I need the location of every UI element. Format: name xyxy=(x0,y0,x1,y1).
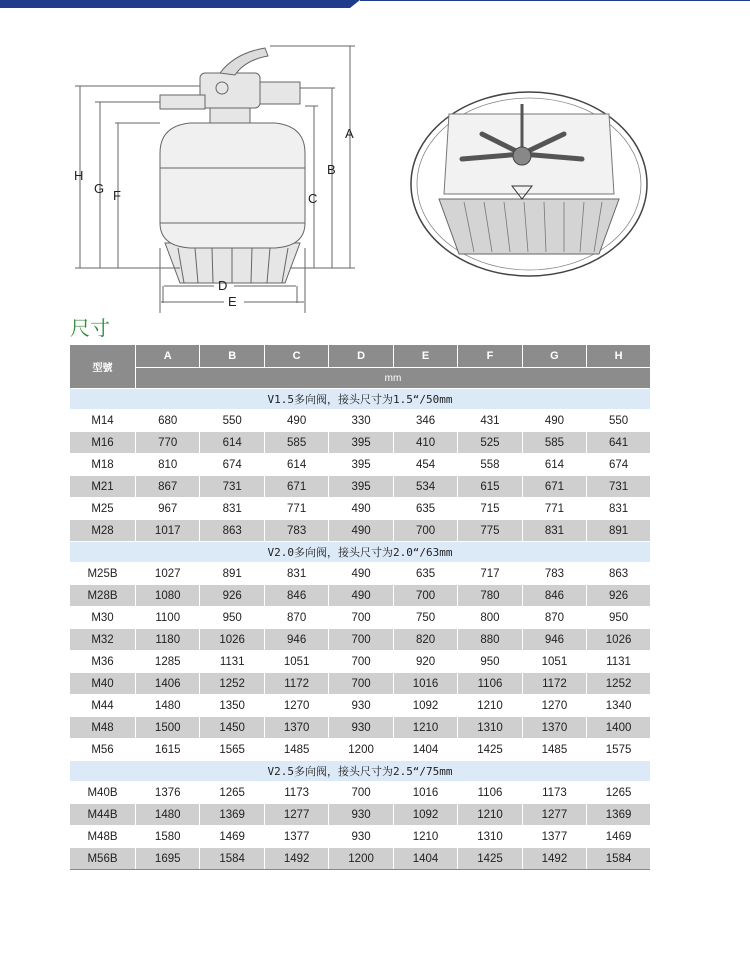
value-cell-c: 783 xyxy=(264,520,328,542)
model-cell: M18 xyxy=(70,454,136,476)
table-row xyxy=(70,695,650,717)
value-cell-a: 1480 xyxy=(136,695,200,717)
value-cell-c: 490 xyxy=(264,410,328,432)
value-cell-e: 454 xyxy=(393,454,457,476)
value-cell-a: 1376 xyxy=(136,782,200,804)
value-cell-d: 700 xyxy=(329,673,393,695)
table-row xyxy=(70,498,650,520)
value-cell-a: 1100 xyxy=(136,607,200,629)
table-row xyxy=(70,717,650,739)
value-cell-b: 950 xyxy=(200,607,264,629)
value-cell-e: 410 xyxy=(393,432,457,454)
column-header-d: D xyxy=(329,345,393,368)
value-cell-b: 1584 xyxy=(200,848,264,870)
unit-label: mm xyxy=(136,368,651,389)
value-cell-a: 1080 xyxy=(136,585,200,607)
value-cell-a: 1027 xyxy=(136,563,200,585)
value-cell-g: 1277 xyxy=(522,804,586,826)
value-cell-h: 674 xyxy=(587,454,650,476)
group-title: V2.0多向阀，接头尺寸为2.0“/63mm xyxy=(70,542,650,563)
table-row xyxy=(70,585,650,607)
value-cell-e: 1092 xyxy=(393,695,457,717)
value-cell-b: 550 xyxy=(200,410,264,432)
value-cell-c: 671 xyxy=(264,476,328,498)
value-cell-f: 1106 xyxy=(458,673,522,695)
value-cell-a: 1480 xyxy=(136,804,200,826)
value-cell-h: 1469 xyxy=(587,826,650,848)
value-cell-g: 870 xyxy=(522,607,586,629)
value-cell-f: 775 xyxy=(458,520,522,542)
value-cell-h: 891 xyxy=(587,520,650,542)
value-cell-c: 1485 xyxy=(264,739,328,761)
value-cell-g: 1172 xyxy=(522,673,586,695)
value-cell-f: 715 xyxy=(458,498,522,520)
value-cell-b: 731 xyxy=(200,476,264,498)
value-cell-f: 1106 xyxy=(458,782,522,804)
value-cell-c: 614 xyxy=(264,454,328,476)
table-row xyxy=(70,651,650,673)
value-cell-d: 490 xyxy=(329,563,393,585)
value-cell-f: 558 xyxy=(458,454,522,476)
group-header-row xyxy=(70,389,650,410)
model-cell: M28 xyxy=(70,520,136,542)
value-cell-a: 680 xyxy=(136,410,200,432)
value-cell-b: 1026 xyxy=(200,629,264,651)
value-cell-g: 1485 xyxy=(522,739,586,761)
value-cell-h: 1252 xyxy=(587,673,650,695)
value-cell-g: 1173 xyxy=(522,782,586,804)
value-cell-e: 1210 xyxy=(393,717,457,739)
value-cell-a: 867 xyxy=(136,476,200,498)
dim-label-b: B xyxy=(327,162,336,177)
value-cell-e: 635 xyxy=(393,563,457,585)
column-header-f: F xyxy=(458,345,522,368)
value-cell-f: 615 xyxy=(458,476,522,498)
table-row xyxy=(70,476,650,498)
value-cell-a: 810 xyxy=(136,454,200,476)
value-cell-a: 1500 xyxy=(136,717,200,739)
value-cell-e: 820 xyxy=(393,629,457,651)
dim-label-f: F xyxy=(113,188,121,203)
value-cell-h: 1265 xyxy=(587,782,650,804)
value-cell-h: 1400 xyxy=(587,717,650,739)
value-cell-c: 1172 xyxy=(264,673,328,695)
value-cell-e: 700 xyxy=(393,585,457,607)
column-header-g: G xyxy=(522,345,586,368)
value-cell-d: 930 xyxy=(329,695,393,717)
value-cell-b: 1265 xyxy=(200,782,264,804)
group-header-row xyxy=(70,542,650,563)
value-cell-a: 1580 xyxy=(136,826,200,848)
value-cell-d: 395 xyxy=(329,454,393,476)
column-header-a: A xyxy=(136,345,200,368)
group-header-row xyxy=(70,761,650,782)
value-cell-d: 490 xyxy=(329,498,393,520)
model-cell: M32 xyxy=(70,629,136,651)
value-cell-d: 700 xyxy=(329,629,393,651)
value-cell-d: 700 xyxy=(329,607,393,629)
value-cell-a: 1017 xyxy=(136,520,200,542)
value-cell-d: 930 xyxy=(329,804,393,826)
value-cell-h: 926 xyxy=(587,585,650,607)
value-cell-e: 1016 xyxy=(393,782,457,804)
value-cell-f: 950 xyxy=(458,651,522,673)
value-cell-b: 831 xyxy=(200,498,264,520)
filter-dimension-diagram xyxy=(60,38,360,318)
table-row xyxy=(70,607,650,629)
model-cell: M44 xyxy=(70,695,136,717)
value-cell-c: 771 xyxy=(264,498,328,520)
value-cell-b: 1252 xyxy=(200,673,264,695)
value-cell-a: 1695 xyxy=(136,848,200,870)
value-cell-g: 1270 xyxy=(522,695,586,717)
value-cell-g: 846 xyxy=(522,585,586,607)
model-cell: M16 xyxy=(70,432,136,454)
value-cell-h: 950 xyxy=(587,607,650,629)
value-cell-f: 780 xyxy=(458,585,522,607)
value-cell-g: 1377 xyxy=(522,826,586,848)
value-cell-e: 1404 xyxy=(393,848,457,870)
value-cell-a: 770 xyxy=(136,432,200,454)
model-cell: M44B xyxy=(70,804,136,826)
table-row xyxy=(70,454,650,476)
column-header-c: C xyxy=(264,345,328,368)
model-cell: M21 xyxy=(70,476,136,498)
group-title: V2.5多向阀，接头尺寸为2.5“/75mm xyxy=(70,761,650,782)
table-row xyxy=(70,804,650,826)
value-cell-b: 1369 xyxy=(200,804,264,826)
value-cell-e: 920 xyxy=(393,651,457,673)
value-cell-a: 1406 xyxy=(136,673,200,695)
value-cell-g: 946 xyxy=(522,629,586,651)
value-cell-d: 330 xyxy=(329,410,393,432)
value-cell-h: 731 xyxy=(587,476,650,498)
value-cell-c: 1277 xyxy=(264,804,328,826)
model-cell: M28B xyxy=(70,585,136,607)
value-cell-d: 930 xyxy=(329,717,393,739)
value-cell-b: 1450 xyxy=(200,717,264,739)
value-cell-c: 946 xyxy=(264,629,328,651)
dim-label-g: G xyxy=(94,181,105,196)
value-cell-b: 1469 xyxy=(200,826,264,848)
value-cell-h: 1026 xyxy=(587,629,650,651)
value-cell-b: 1131 xyxy=(200,651,264,673)
value-cell-h: 863 xyxy=(587,563,650,585)
value-cell-e: 700 xyxy=(393,520,457,542)
model-cell: M56 xyxy=(70,739,136,761)
model-cell: M14 xyxy=(70,410,136,432)
value-cell-g: 1370 xyxy=(522,717,586,739)
value-cell-g: 783 xyxy=(522,563,586,585)
value-cell-d: 700 xyxy=(329,651,393,673)
value-cell-h: 550 xyxy=(587,410,650,432)
value-cell-c: 585 xyxy=(264,432,328,454)
value-cell-f: 431 xyxy=(458,410,522,432)
dim-label-e: E xyxy=(228,294,237,309)
value-cell-d: 395 xyxy=(329,476,393,498)
column-header-h: H xyxy=(587,345,650,368)
value-cell-b: 863 xyxy=(200,520,264,542)
value-cell-c: 1173 xyxy=(264,782,328,804)
value-cell-c: 1377 xyxy=(264,826,328,848)
value-cell-h: 641 xyxy=(587,432,650,454)
value-cell-e: 1016 xyxy=(393,673,457,695)
value-cell-g: 771 xyxy=(522,498,586,520)
value-cell-c: 1370 xyxy=(264,717,328,739)
table-row xyxy=(70,563,650,585)
model-cell: M40 xyxy=(70,673,136,695)
dim-label-a: A xyxy=(345,126,354,141)
value-cell-c: 846 xyxy=(264,585,328,607)
dimension-table xyxy=(70,345,650,870)
value-cell-a: 1615 xyxy=(136,739,200,761)
group-title: V1.5多向阀，接头尺寸为1.5“/50mm xyxy=(70,389,650,410)
table-row xyxy=(70,673,650,695)
model-cell: M48 xyxy=(70,717,136,739)
value-cell-h: 1575 xyxy=(587,739,650,761)
value-cell-f: 1310 xyxy=(458,826,522,848)
dim-label-d: D xyxy=(218,278,228,293)
model-column-header: 型號 xyxy=(70,345,136,389)
value-cell-g: 831 xyxy=(522,520,586,542)
column-header-e: E xyxy=(393,345,457,368)
internal-lateral-detail xyxy=(404,84,654,284)
value-cell-g: 671 xyxy=(522,476,586,498)
dim-label-c: C xyxy=(308,191,318,206)
model-cell: M36 xyxy=(70,651,136,673)
value-cell-d: 490 xyxy=(329,520,393,542)
value-cell-f: 525 xyxy=(458,432,522,454)
value-cell-a: 967 xyxy=(136,498,200,520)
model-cell: M30 xyxy=(70,607,136,629)
value-cell-b: 1350 xyxy=(200,695,264,717)
table-row xyxy=(70,848,650,870)
value-cell-h: 1340 xyxy=(587,695,650,717)
table-row xyxy=(70,629,650,651)
value-cell-d: 395 xyxy=(329,432,393,454)
table-row xyxy=(70,782,650,804)
value-cell-a: 1180 xyxy=(136,629,200,651)
table-row xyxy=(70,432,650,454)
value-cell-b: 926 xyxy=(200,585,264,607)
dim-label-h: H xyxy=(74,168,84,183)
value-cell-c: 870 xyxy=(264,607,328,629)
value-cell-e: 1092 xyxy=(393,804,457,826)
value-cell-h: 831 xyxy=(587,498,650,520)
value-cell-e: 1210 xyxy=(393,826,457,848)
table-row xyxy=(70,739,650,761)
value-cell-c: 1270 xyxy=(264,695,328,717)
value-cell-d: 700 xyxy=(329,782,393,804)
value-cell-d: 490 xyxy=(329,585,393,607)
value-cell-f: 1425 xyxy=(458,739,522,761)
value-cell-f: 1210 xyxy=(458,695,522,717)
value-cell-e: 635 xyxy=(393,498,457,520)
value-cell-d: 930 xyxy=(329,826,393,848)
value-cell-h: 1369 xyxy=(587,804,650,826)
value-cell-g: 1492 xyxy=(522,848,586,870)
value-cell-c: 831 xyxy=(264,563,328,585)
value-cell-f: 717 xyxy=(458,563,522,585)
top-banner xyxy=(0,0,750,14)
value-cell-b: 1565 xyxy=(200,739,264,761)
model-cell: M48B xyxy=(70,826,136,848)
table-row xyxy=(70,520,650,542)
value-cell-g: 585 xyxy=(522,432,586,454)
table-row xyxy=(70,826,650,848)
value-cell-b: 674 xyxy=(200,454,264,476)
value-cell-f: 1210 xyxy=(458,804,522,826)
model-cell: M25 xyxy=(70,498,136,520)
value-cell-g: 614 xyxy=(522,454,586,476)
value-cell-f: 880 xyxy=(458,629,522,651)
model-cell: M40B xyxy=(70,782,136,804)
value-cell-a: 1285 xyxy=(136,651,200,673)
value-cell-c: 1051 xyxy=(264,651,328,673)
model-cell: M25B xyxy=(70,563,136,585)
value-cell-e: 534 xyxy=(393,476,457,498)
table-row xyxy=(70,410,650,432)
value-cell-f: 1310 xyxy=(458,717,522,739)
value-cell-e: 1404 xyxy=(393,739,457,761)
value-cell-e: 346 xyxy=(393,410,457,432)
value-cell-g: 1051 xyxy=(522,651,586,673)
section-title: 尺寸 xyxy=(70,316,110,340)
value-cell-b: 891 xyxy=(200,563,264,585)
model-cell: M56B xyxy=(70,848,136,870)
value-cell-h: 1131 xyxy=(587,651,650,673)
column-header-b: B xyxy=(200,345,264,368)
value-cell-d: 1200 xyxy=(329,739,393,761)
value-cell-c: 1492 xyxy=(264,848,328,870)
value-cell-e: 750 xyxy=(393,607,457,629)
value-cell-b: 614 xyxy=(200,432,264,454)
value-cell-f: 1425 xyxy=(458,848,522,870)
value-cell-g: 490 xyxy=(522,410,586,432)
value-cell-h: 1584 xyxy=(587,848,650,870)
value-cell-f: 800 xyxy=(458,607,522,629)
value-cell-d: 1200 xyxy=(329,848,393,870)
